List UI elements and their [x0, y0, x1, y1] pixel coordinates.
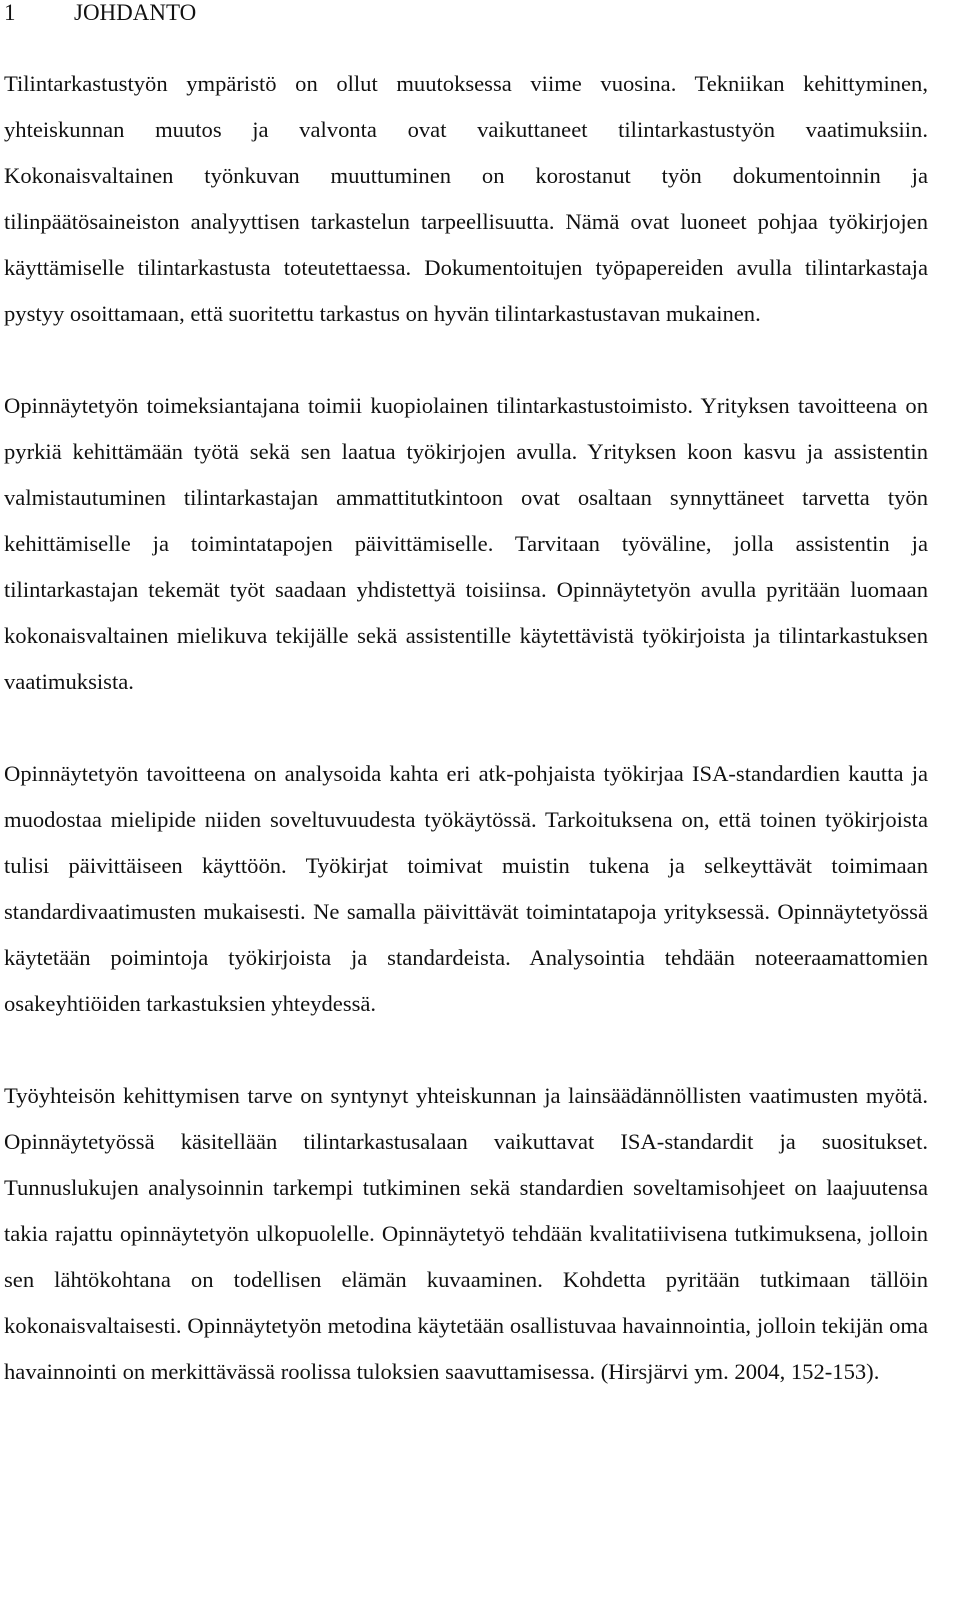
document-page: [4, 0, 928, 1395]
paragraph-1: Tilintarkastustyön ympäristö on ollut muutoksessa viime vuosina. Tekniikan kehittyminen, yhteiskunnan muutos ja valvonta ovat vaikuttaneet tilintarkastustyön vaatimuksiin. Kokonaisvaltainen työnkuvan muuttuminen on korostanut työn dokumentoinnin ja tilinpäätösaineiston analyyttisen tarkastelun tarpeellisuutta. Nämä ovat luoneet pohjaa työkirjojen käyttämiselle tilintarkastusta toteutettaessa. Dokumentoitujen työpapereiden avulla tilintarkastaja pystyy osoittamaan, että suoritettu tarkastus on hyvän tilintarkastustavan mukainen.: [4, 71, 928, 326]
paragraph-2: Opinnäytetyön toimeksiantajana toimii kuopiolainen tilintarkastustoimisto. Yrityksen tavoitteena on pyrkiä kehittämään työtä sekä sen laatua työkirjojen avulla. Yrityksen koon kasvu ja assistentin valmistautuminen tilintarkastajan ammattitutkintoon ovat osaltaan synnyttäneet tarvetta työn kehittämiselle ja toimintatapojen päivittämiselle. Tarvitaan työväline, jolla assistentin ja tilintarkastajan tekemät työt saadaan yhdistettyä toisiinsa. Opinnäytetyön avulla pyritään luomaan kokonaisvaltainen mielikuva tekijälle sekä assistentille käytettävistä työkirjoista ja tilintarkastuksen vaatimuksista.: [4, 393, 928, 694]
chapter-title: JOHDANTO: [74, 0, 197, 25]
chapter-heading: [4, 0, 928, 26]
paragraph-3: Opinnäytetyön tavoitteena on analysoida kahta eri atk-pohjaista työkirjaa ISA-standardien kautta ja muodostaa mielipide niiden soveltuvuudesta työkäytössä. Tarkoituksena on, että toinen työkirjoista tulisi päivittäiseen käyttöön. Työkirjat toimivat muistin tukena ja selkeyttävät toimimaan standardivaatimusten mukaisesti. Ne samalla päivittävät toimintatapoja yrityksessä. Opinnäytetyössä käytetään poimintoja työkirjoista ja standardeista. Analysointia tehdään noteeraamattomien osakeyhtiöiden tarkastuksien yhteydessä.: [4, 761, 928, 1016]
paragraph-4: Työyhteisön kehittymisen tarve on syntynyt yhteiskunnan ja lainsäädännöllisten vaatimusten myötä. Opinnäytetyössä käsitellään tilintarkastusalaan vaikuttavat ISA-standardit ja suositukset. Tunnuslukujen analysoinnin tarkempi tutkiminen sekä standardien soveltamisohjeet on laajuutensa takia rajattu opinnäytetyön ulkopuolelle. Opinnäytetyö tehdään kvalitatiivisena tutkimuksena, jolloin sen lähtökohtana on todellisen elämän kuvaaminen. Kohdetta pyritään tutkimaan tällöin kokonaisvaltaisesti. Opinnäytetyön metodina käytetään osallistuvaa havainnointia, jolloin tekijän oma havainnointi on merkittävässä roolissa tuloksien saavuttamisessa. (Hirsjärvi ym. 2004, 152-153).: [4, 1083, 928, 1384]
chapter-number: 1: [4, 0, 16, 25]
